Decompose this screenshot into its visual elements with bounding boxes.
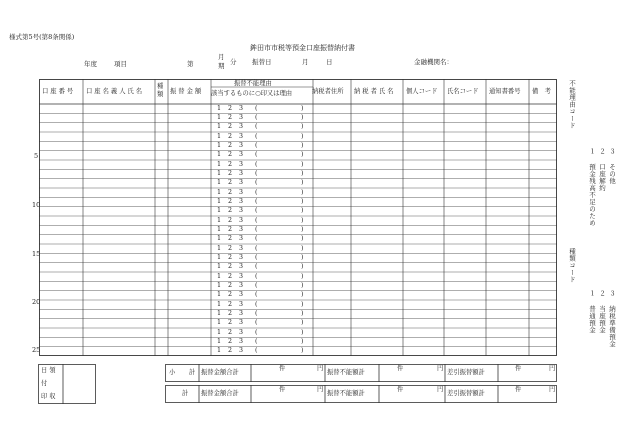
reason-code-1-option: 1 <box>217 169 222 177</box>
paren-open: ( <box>255 179 258 187</box>
reason-code-2-option: 2 <box>228 113 233 121</box>
reason-code-3-option: 3 <box>239 328 244 336</box>
reason-code-3-option: 3 <box>239 263 244 271</box>
paren-open: ( <box>255 281 258 289</box>
paren-open: ( <box>255 104 258 112</box>
summary-total-furikae: 振替金額合計 <box>201 390 239 397</box>
paren-close: ) <box>301 253 304 261</box>
page-title: 鉾田市市税等預金口座振替納付書 <box>250 44 355 52</box>
type-code-3: ３ 納税準備預金 <box>608 290 616 348</box>
paren-open: ( <box>255 347 258 355</box>
reason-code-2-option: 2 <box>228 225 233 233</box>
paren-open: ( <box>255 216 258 224</box>
summary-total-ken-1: 件 <box>279 386 286 393</box>
paren-close: ) <box>301 319 304 327</box>
summary-subtotal-yen-2: 円 <box>437 365 444 372</box>
paren-close: ) <box>301 151 304 159</box>
reason-code-3-option: 3 <box>239 160 244 168</box>
reason-code-3-option: 3 <box>239 123 244 131</box>
paren-close: ) <box>301 169 304 177</box>
reason-code-2-option: 2 <box>228 337 233 345</box>
summary-total-label: 計 <box>182 390 189 397</box>
summary-total-sabiki: 差引振替額計 <box>447 390 485 397</box>
dai-label: 第 <box>187 60 194 68</box>
paren-open: ( <box>255 253 258 261</box>
reason-code-1-option: 1 <box>217 309 222 317</box>
summary-total-ken-2: 件 <box>397 386 404 393</box>
reason-code-1-option: 1 <box>217 207 222 215</box>
paren-close: ) <box>301 216 304 224</box>
reason-code-1-option: 1 <box>217 347 222 355</box>
reason-code-2-option: 2 <box>228 300 233 308</box>
paren-close: ) <box>301 309 304 317</box>
reason-code-2-option: 2 <box>228 160 233 168</box>
reason-code-3-option: 3 <box>239 225 244 233</box>
reason-code-2-option: 2 <box>228 132 233 140</box>
reason-code-1-option: 1 <box>217 160 222 168</box>
reason-code-3-option: 3 <box>239 309 244 317</box>
reason-code-2: ２ 口座解約 <box>598 148 606 192</box>
col-account-holder: 口 座 名 義 人 氏 名 <box>86 88 143 95</box>
reason-code-1-option: 1 <box>217 216 222 224</box>
reason-code-2-option: 2 <box>228 281 233 289</box>
bun-label: 分 <box>230 58 237 66</box>
summary-subtotal-prefix: 小 <box>169 369 176 376</box>
reason-code-1-option: 1 <box>217 132 222 140</box>
reason-code-2-option: 2 <box>228 104 233 112</box>
reason-code-2-option: 2 <box>228 179 233 187</box>
receipt-label-3: 印 収 <box>41 393 56 400</box>
reason-code-1-option: 1 <box>217 113 222 121</box>
paren-close: ) <box>301 104 304 112</box>
reason-code-2-option: 2 <box>228 123 233 131</box>
reason-code-3-option: 3 <box>239 151 244 159</box>
paren-open: ( <box>255 141 258 149</box>
paren-open: ( <box>255 235 258 243</box>
gatsu-label: 月 <box>302 58 309 66</box>
row-number-20: 20 <box>32 298 41 306</box>
reason-code-3-option: 3 <box>239 113 244 121</box>
paren-close: ) <box>301 113 304 121</box>
paren-close: ) <box>301 179 304 187</box>
reason-code-1: １ 預金残高不足のため <box>588 148 596 227</box>
reason-code-3-option: 3 <box>239 216 244 224</box>
reason-code-1-option: 1 <box>217 225 222 233</box>
reason-code-title: 不能理由コード <box>568 80 576 129</box>
reason-code-1-option: 1 <box>217 123 222 131</box>
col-notice-number: 通知書番号 <box>489 88 521 95</box>
paren-open: ( <box>255 188 258 196</box>
reason-code-3: ３ その他 <box>608 148 616 185</box>
paren-close: ) <box>301 272 304 280</box>
summary-subtotal-ken-1: 件 <box>279 365 286 372</box>
row-number-10: 10 <box>32 201 41 209</box>
reason-code-3-option: 3 <box>239 132 244 140</box>
col-taxpayer-name: 納 税 者 氏 名 <box>354 88 394 95</box>
reason-code-3-option: 3 <box>239 319 244 327</box>
paren-open: ( <box>255 291 258 299</box>
paren-open: ( <box>255 123 258 131</box>
summary-subtotal-sabiki: 差引振替額計 <box>447 369 485 376</box>
receipt-stamp-box <box>38 364 96 404</box>
koumoku-label: 項目 <box>114 60 127 68</box>
reason-code-3-option: 3 <box>239 337 244 345</box>
reason-code-1-option: 1 <box>217 244 222 252</box>
reason-code-2-option: 2 <box>228 347 233 355</box>
reason-code-2-option: 2 <box>228 309 233 317</box>
summary-total-funo: 振替不能額計 <box>327 390 365 397</box>
summary-subtotal-ken-3: 件 <box>515 365 522 372</box>
receipt-label-2: 付 <box>41 380 48 387</box>
paren-close: ) <box>301 235 304 243</box>
reason-code-3-option: 3 <box>239 253 244 261</box>
paren-open: ( <box>255 337 258 345</box>
reason-code-3-option: 3 <box>239 235 244 243</box>
ki-label: 期 <box>218 62 225 70</box>
reason-code-2-option: 2 <box>228 319 233 327</box>
type-code-title: 種類コード <box>568 248 576 283</box>
paren-open: ( <box>255 113 258 121</box>
table-border <box>40 80 557 356</box>
paren-close: ) <box>301 281 304 289</box>
paren-open: ( <box>255 225 258 233</box>
paren-close: ) <box>301 244 304 252</box>
reason-code-3-option: 3 <box>239 347 244 355</box>
reason-code-3-option: 3 <box>239 300 244 308</box>
reason-code-1-option: 1 <box>217 253 222 261</box>
paren-open: ( <box>255 132 258 140</box>
tsuki-label: 月 <box>218 53 225 61</box>
summary-subtotal-funo: 振替不能額計 <box>327 369 365 376</box>
row-number-5: 5 <box>34 152 39 160</box>
paren-open: ( <box>255 197 258 205</box>
form-id: 様式第5号(第8条関係) <box>9 33 75 41</box>
table-lines <box>39 79 557 356</box>
reason-code-2-option: 2 <box>228 235 233 243</box>
reason-code-1-option: 1 <box>217 235 222 243</box>
reason-code-3-option: 3 <box>239 141 244 149</box>
reason-code-3-option: 3 <box>239 272 244 280</box>
paren-open: ( <box>255 300 258 308</box>
col-personal-code: 個人コード <box>406 88 438 95</box>
reason-code-3-option: 3 <box>239 244 244 252</box>
reason-code-1-option: 1 <box>217 151 222 159</box>
reason-code-3-option: 3 <box>239 207 244 215</box>
summary-total-ken-3: 件 <box>515 386 522 393</box>
reason-code-1-option: 1 <box>217 263 222 271</box>
reason-code-1-option: 1 <box>217 272 222 280</box>
col-reason-detail: 該当するものに○印又は理由 <box>211 90 293 97</box>
reason-code-2-option: 2 <box>228 216 233 224</box>
receipt-label-1: 日 領 <box>41 367 56 374</box>
paren-open: ( <box>255 151 258 159</box>
paren-close: ) <box>301 207 304 215</box>
summary-subtotal-label: 計 <box>189 369 196 376</box>
paren-open: ( <box>255 207 258 215</box>
reason-code-3-option: 3 <box>239 197 244 205</box>
main-table <box>39 79 557 356</box>
reason-code-2-option: 2 <box>228 291 233 299</box>
row-number-15: 15 <box>32 250 41 258</box>
summary-subtotal-yen-3: 円 <box>549 365 556 372</box>
reason-code-2-option: 2 <box>228 169 233 177</box>
col-account-number: 口 座 番 号 <box>42 88 74 95</box>
type-code-2: ２ 当座預金 <box>598 290 606 334</box>
paren-close: ) <box>301 328 304 336</box>
col-type: 種 類 <box>157 83 164 98</box>
reason-code-2-option: 2 <box>228 207 233 215</box>
reason-code-3-option: 3 <box>239 291 244 299</box>
paren-close: ) <box>301 291 304 299</box>
reason-code-1-option: 1 <box>217 291 222 299</box>
summary-subtotal-ken-2: 件 <box>397 365 404 372</box>
furikae-bi-label: 振替日 <box>252 58 272 66</box>
reason-code-1-option: 1 <box>217 197 222 205</box>
paren-open: ( <box>255 328 258 336</box>
kinyu-kikan-label: 金融機関名： <box>414 58 453 66</box>
col-reason-title: 振替不能理由 <box>234 80 272 87</box>
col-remarks: 備 考 <box>532 88 551 95</box>
reason-code-2-option: 2 <box>228 151 233 159</box>
summary-subtotal-furikae: 振替金額合計 <box>201 369 239 376</box>
paren-open: ( <box>255 319 258 327</box>
reason-code-2-option: 2 <box>228 188 233 196</box>
paren-close: ) <box>301 188 304 196</box>
paren-close: ) <box>301 225 304 233</box>
paren-open: ( <box>255 272 258 280</box>
reason-code-1-option: 1 <box>217 104 222 112</box>
paren-open: ( <box>255 309 258 317</box>
summary-table <box>165 364 557 403</box>
reason-code-1-option: 1 <box>217 319 222 327</box>
paren-open: ( <box>255 169 258 177</box>
row-number-25: 25 <box>32 346 41 354</box>
reason-code-2-option: 2 <box>228 253 233 261</box>
reason-code-3-option: 3 <box>239 104 244 112</box>
reason-code-3-option: 3 <box>239 179 244 187</box>
paren-open: ( <box>255 160 258 168</box>
reason-code-3-option: 3 <box>239 188 244 196</box>
reason-code-3-option: 3 <box>239 169 244 177</box>
col-name-code: 氏名コード <box>447 88 479 95</box>
paren-close: ) <box>301 160 304 168</box>
paren-close: ) <box>301 132 304 140</box>
paren-close: ) <box>301 263 304 271</box>
reason-code-1-option: 1 <box>217 179 222 187</box>
paren-close: ) <box>301 300 304 308</box>
reason-code-3-option: 3 <box>239 281 244 289</box>
reason-code-1-option: 1 <box>217 281 222 289</box>
summary-total-yen-2: 円 <box>437 386 444 393</box>
nichi-label: 日 <box>326 58 333 66</box>
reason-code-2-option: 2 <box>228 244 233 252</box>
type-code-1: １ 普通預金 <box>588 290 596 334</box>
reason-code-2-option: 2 <box>228 328 233 336</box>
summary-total-yen-1: 円 <box>317 386 324 393</box>
paren-close: ) <box>301 123 304 131</box>
reason-code-1-option: 1 <box>217 328 222 336</box>
paren-open: ( <box>255 263 258 271</box>
paren-open: ( <box>255 244 258 252</box>
reason-code-1-option: 1 <box>217 141 222 149</box>
reason-code-1-option: 1 <box>217 188 222 196</box>
nendo-label: 年度 <box>84 60 97 68</box>
reason-code-1-option: 1 <box>217 337 222 345</box>
reason-code-2-option: 2 <box>228 263 233 271</box>
reason-code-2-option: 2 <box>228 272 233 280</box>
paren-close: ) <box>301 337 304 345</box>
reason-code-1-option: 1 <box>217 300 222 308</box>
paren-close: ) <box>301 197 304 205</box>
reason-code-2-option: 2 <box>228 197 233 205</box>
paren-close: ) <box>301 347 304 355</box>
col-amount: 振 替 金 額 <box>170 88 202 95</box>
reason-code-2-option: 2 <box>228 141 233 149</box>
summary-subtotal-yen-1: 円 <box>317 365 324 372</box>
col-taxpayer-address: 納税者住所 <box>312 88 344 95</box>
summary-total-yen-3: 円 <box>549 386 556 393</box>
paren-close: ) <box>301 141 304 149</box>
